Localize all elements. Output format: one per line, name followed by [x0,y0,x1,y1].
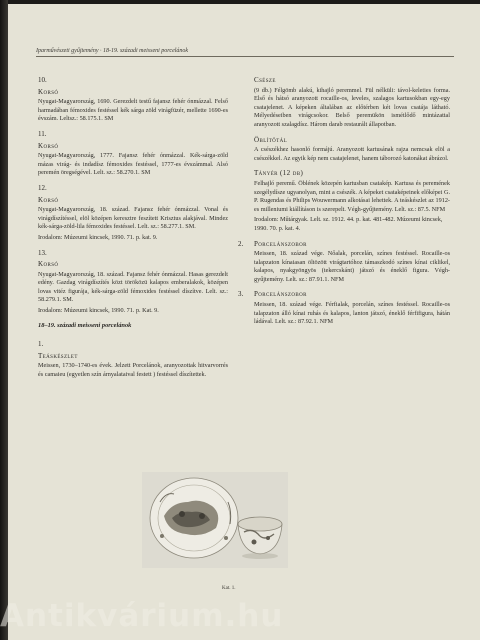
section-heading: 18–19. századi meisseni porcelánok [38,321,132,329]
entry-description: Felhajló peremű. Öblének közepén kartusban csatakép. Kartusa és peremének szegélydísze ugyanolyan, mint a csészék. A képeket csataképeinek előképei G. P. Rugendas és Philips Wouwermann alkotásai lehettek. A teáskészlet az 1912-es milleniumi kiállításon is szerepelt. Végh-gyűjtemény. Lelt. sz.: 87.5. NFM [254,179,450,213]
catalog-subentry-bowl [254,136,450,164]
figure-caption: Kat. 1. [222,586,236,591]
entry-description: Nyugat-Magyarország, 18. század. Fajansz fehér ónmázzal. Vonal és virágdíszítéssel, elöl középen keresztre feszített Krisztus alakjával. Mindez kék-sárga-zöld-lila fémoxides festéssel. Lelt. sz.: 58.277.1. SM. [38,206,228,231]
catalog-subentry-cup [254,76,450,130]
right-column [238,76,450,333]
entry-title: Öblítőtál [254,135,288,144]
catalog-subentry-plate [254,169,450,233]
entry-number: 11. [38,129,47,138]
left-column [38,76,228,386]
entry-title: Tányér (12 db) [254,169,304,178]
entry-description: Nyugat-Magyarország, 1777. Fajansz fehér ónmázzal. Kék-sárga-zöld mázas virág- és indadísz fémoxides festéssel, 1777-es évszámmal. Alsó peremén öregségével. Lelt. sz.: 58.270.1. SM [38,152,228,177]
entry-number: 2. [238,239,244,248]
catalog-entry-2 [238,239,450,285]
page-binding-shadow [0,0,8,640]
catalog-entry-13 [38,249,228,316]
entry-title: Korsó [38,260,59,269]
entry-literature: Irodalom: Múzeumi kincsek, 1990. 71. p. kat. 9. [38,233,158,241]
entry-title: Korsó [38,141,59,150]
catalog-entry-12 [38,184,228,243]
entry-title: Porcelánszobor [254,290,307,299]
entry-number: 3. [238,290,244,299]
entry-title: Teáskészlet [38,351,78,360]
entry-description: (9 db.) Félgömb alakú, kihajló peremmel. Fül nélküli: távol-keleties forma. Első és hátsó aranyozott rocaille-os, leveles, szalagos kartusokban egy-egy csatajelenet. A képeken általában az előtérben két lovas csatája látható. Mélyedéseiben virágcsokor. Belső peremükön ismétlődő mintázattal aranyozott szalagdísz. Három darab restaurált állapotban. [254,86,450,128]
watermark-text: Antikvárium.hu [0,598,284,634]
entry-literature: Irodalom: Múzeumi kincsek, 1990. 71. p. Kat. 9. [38,307,159,315]
entry-description: Nyugat-Magyarország, 18. század. Fajansz fehér ónmázzal. Hasas gerezdelt edény. Gazdag virágdíszítés közt töröközü kalapos emberalakok, középen lovas vitéz figurája, kék-sárga-zöld fémoxides festéssel díszítve. Lelt. sz.: 58.279.1. SM. [38,270,228,304]
catalog-entry-1 [38,340,228,379]
entry-number: 10. [38,76,47,84]
entry-description: Meissen, 18. század vége. Nőalak, porcelán, színes festéssel. Rocaille-os talapzaton kínaiasan öltözött virágtartóhoz támaszkodó színes kínai ciklikel, kalapos, nyakgyöngyös (tekercskánt) játszó és éneklő figura. Végh-gyűjtemény. Lelt. sz.: 87.91.1. NFM [254,250,450,283]
entry-literature: Irodalom: Műtárgyak. Lelt. sz. 1912. 44. p. kat. 481-482. Múzeumi kincsek, 1990. 70. p. kat. 4. [254,216,443,232]
entry-title: Porcelánszobor [254,239,307,248]
catalog-entry-3 [238,290,450,326]
running-header-text: Iparművészeti gyűjtemény · 18-19. századi meisseni porcelánok [36,48,189,54]
running-header [36,48,454,57]
porcelain-photo-drawing [142,472,288,568]
entry-number: 12. [38,183,47,192]
entry-number: 1. [38,340,44,349]
entry-number: 13. [38,248,47,257]
catalog-entry-11 [38,130,228,178]
entry-description: A csészékhez hasonló formájú. Aranyozott kartusának rajza nemcsak elöl a csészékkel. Az egyik kép nem csatajelenet, hanem táborozó katonákat ábrázol. [254,146,450,162]
entry-title: Csésze [254,76,276,84]
entry-description: Meissen, 1730–1740-es évek. Jelzett Porcelánok, aranyozottak hitvarvorrés és camaieu (egyetlen szín árnyalataival festett ) festéssel díszítettek. [38,362,228,379]
porcelain-photo [142,472,288,568]
entry-title: Korsó [38,195,59,204]
entry-description: Meissen, 18. század vége. Férfialak, porcelán, színes festéssel. Rocaille-os talapzaton álló kínai ruhás és kalapos, lanton játszó, éneklő férfifigura, hátán ládával. Lelt. sz.: 87.92.1. NFM [254,301,450,326]
catalog-entry-10 [38,76,228,124]
entry-title: Korsó [38,87,59,96]
catalog-page [8,4,480,640]
entry-description: Nyugat-Magyarország, 1690. Gerezdelt testű fajansz fehér ónmázzal. Felső harmadában fémoxides festéssel kék sárga zöld virágfüzér, mellette 1690-es évszám. Leltsz.: 58.175.1. SM [38,98,228,123]
